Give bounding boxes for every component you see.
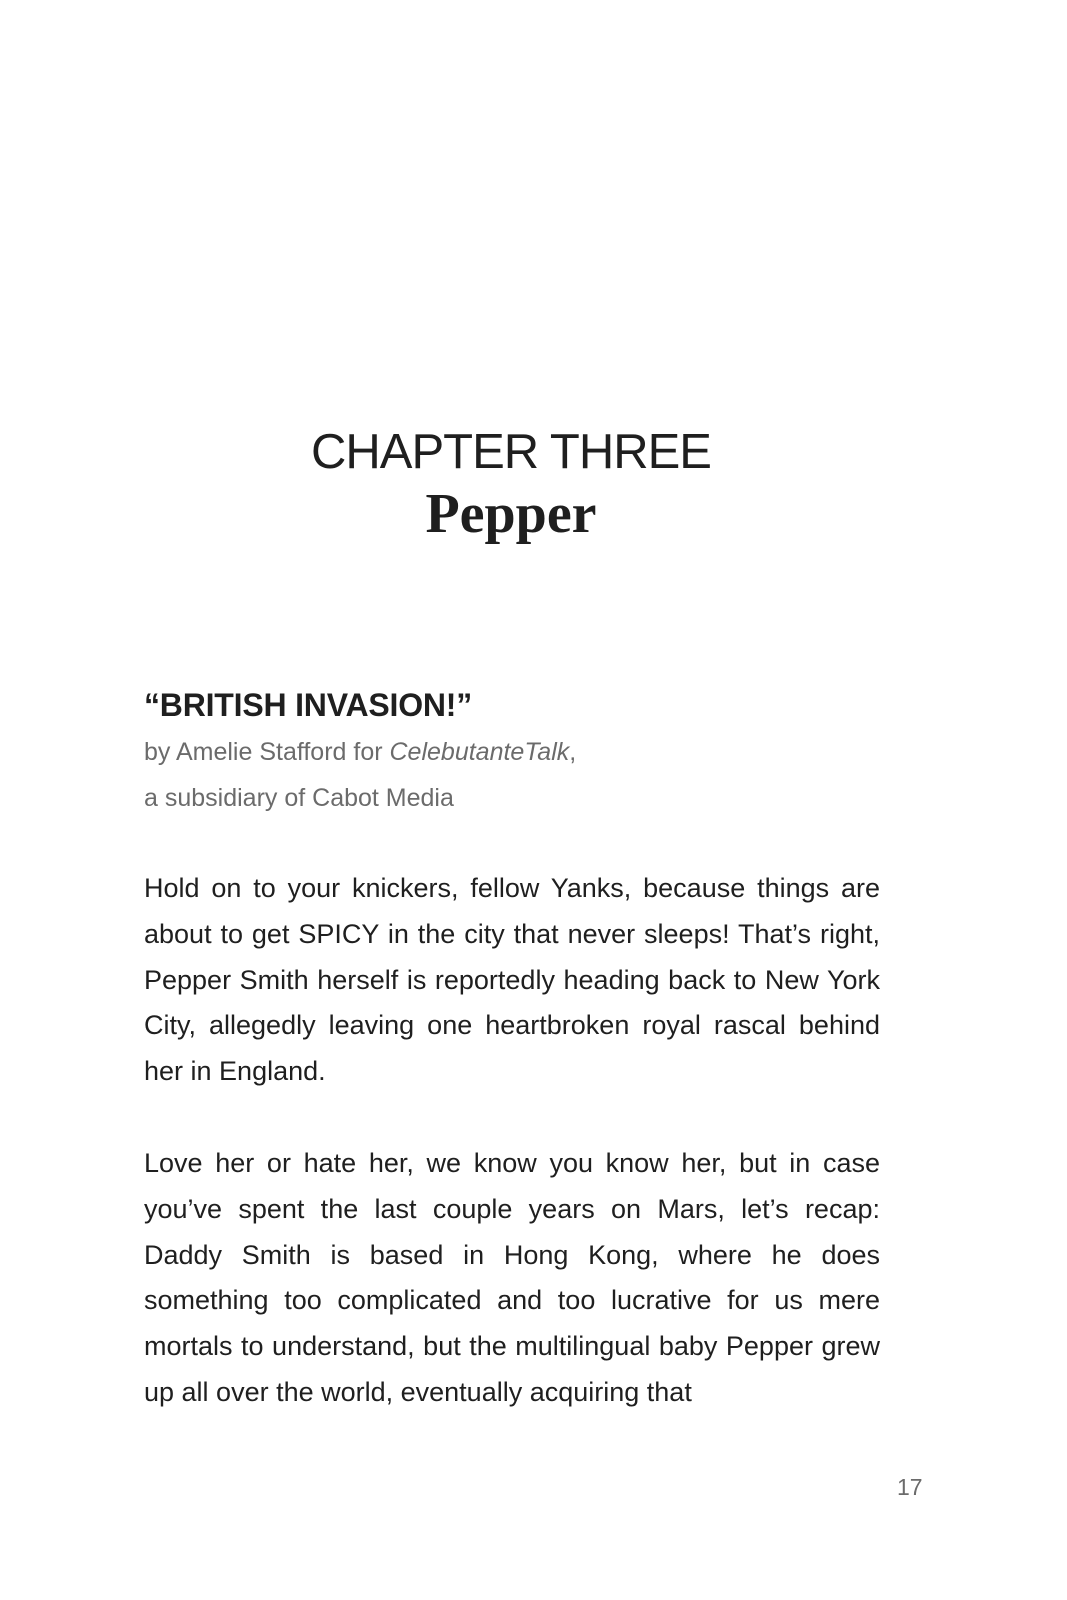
byline-line-1 bbox=[144, 737, 576, 767]
byline-prefix: by Amelie Stafford for bbox=[144, 738, 390, 766]
byline-line-2: a subsidiary of Cabot Media bbox=[144, 784, 454, 812]
article-paragraph-2: Love her or hate her, we know you know her, but in case you’ve spent the last couple years on Mars, let’s recap: Daddy Smith is based in Hong Kong, where he does something too complicated and too lucrative for us mere mortals to understand, but the multilingual baby Pepper grew up all over the world, eventually acquiring that bbox=[144, 1148, 880, 1407]
publication-name: CelebutanteTalk bbox=[389, 738, 570, 766]
chapter-title: Pepper bbox=[425, 483, 597, 545]
article-headline: “BRITISH INVASION!” bbox=[144, 687, 473, 723]
page-number: 17 bbox=[897, 1474, 923, 1500]
chapter-label: CHAPTER THREE bbox=[311, 425, 711, 479]
article-paragraph-1: Hold on to your knickers, fellow Yanks, because things are about to get SPICY in the city that never sleeps! That’s right, Pepper Smith herself is reportedly heading back to New York City, allegedly leaving one heartbroken royal rascal behind her in England. bbox=[144, 873, 880, 1087]
byline-comma: , bbox=[569, 738, 577, 766]
